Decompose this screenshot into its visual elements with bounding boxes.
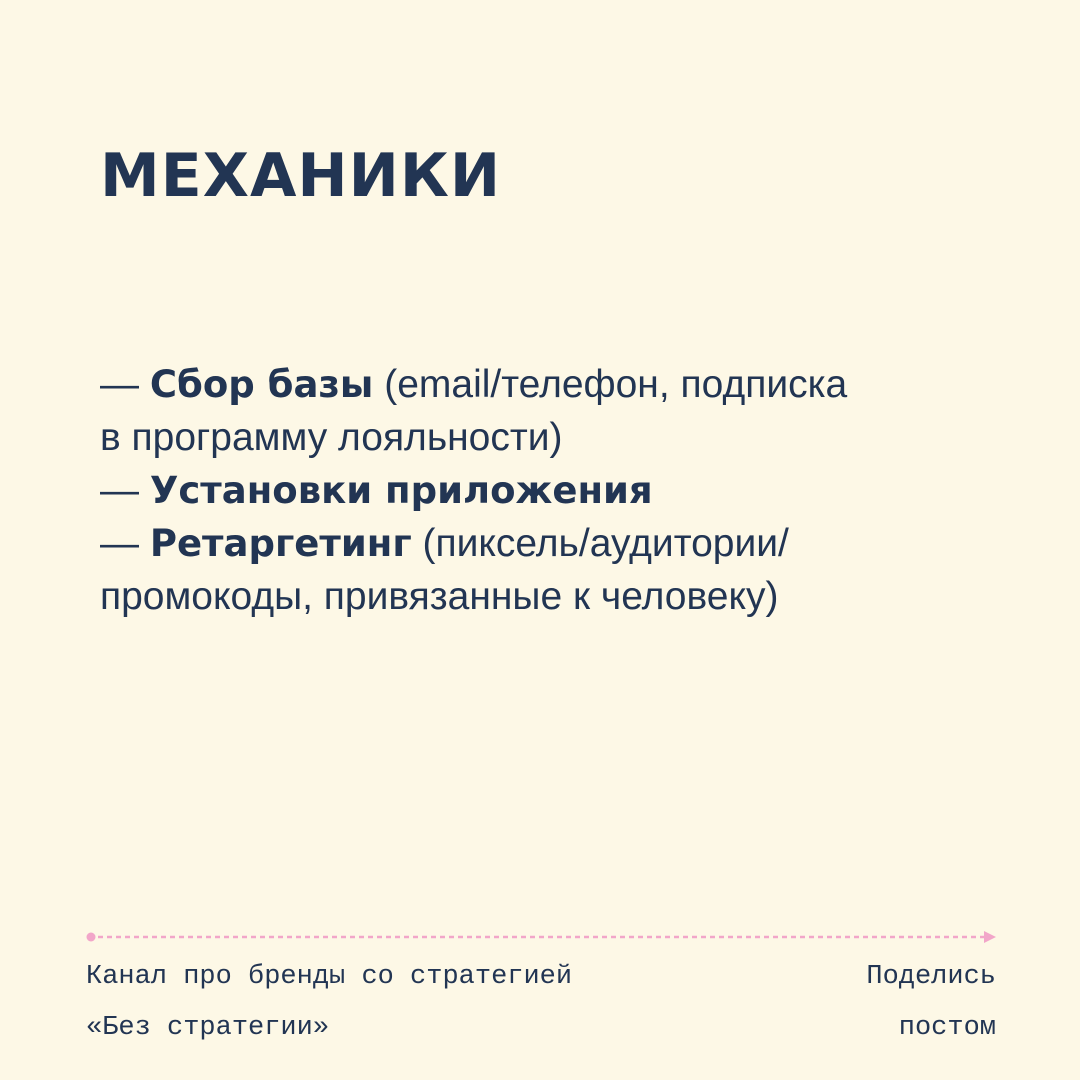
dash: —	[100, 469, 150, 512]
channel-caption-line: Канал про бренды со стратегией	[86, 962, 573, 992]
channel-name: «Без стратегии»	[86, 1013, 330, 1043]
channel-caption	[86, 952, 572, 1054]
dash: —	[100, 363, 150, 406]
list-item-line	[100, 464, 1000, 517]
item-bold-label: Установки приложения	[149, 469, 653, 512]
item-bold-label: Сбор базы	[149, 363, 374, 406]
list-item-line	[100, 517, 1000, 570]
share-post-line: постом	[898, 1013, 996, 1043]
list-item-continuation: промокоды, привязанные к человеку)	[100, 575, 779, 618]
share-post-link[interactable]	[866, 952, 996, 1054]
item-detail: (пиксель/аудитории/	[411, 522, 789, 565]
mechanics-list	[100, 358, 1000, 623]
divider-start-dot	[87, 933, 96, 942]
dotted-arrow-divider	[86, 929, 998, 945]
dash: —	[100, 522, 150, 565]
divider-arrowhead	[984, 931, 996, 943]
list-item-continuation: в программу лояльности)	[100, 416, 563, 459]
item-detail: (email/телефон, подписка	[373, 363, 848, 406]
list-item-line	[100, 358, 1000, 411]
page-title: МЕХАНИКИ	[100, 141, 502, 211]
item-bold-label: Ретаргетинг	[149, 522, 412, 565]
share-post-line: Поделись	[866, 962, 996, 992]
